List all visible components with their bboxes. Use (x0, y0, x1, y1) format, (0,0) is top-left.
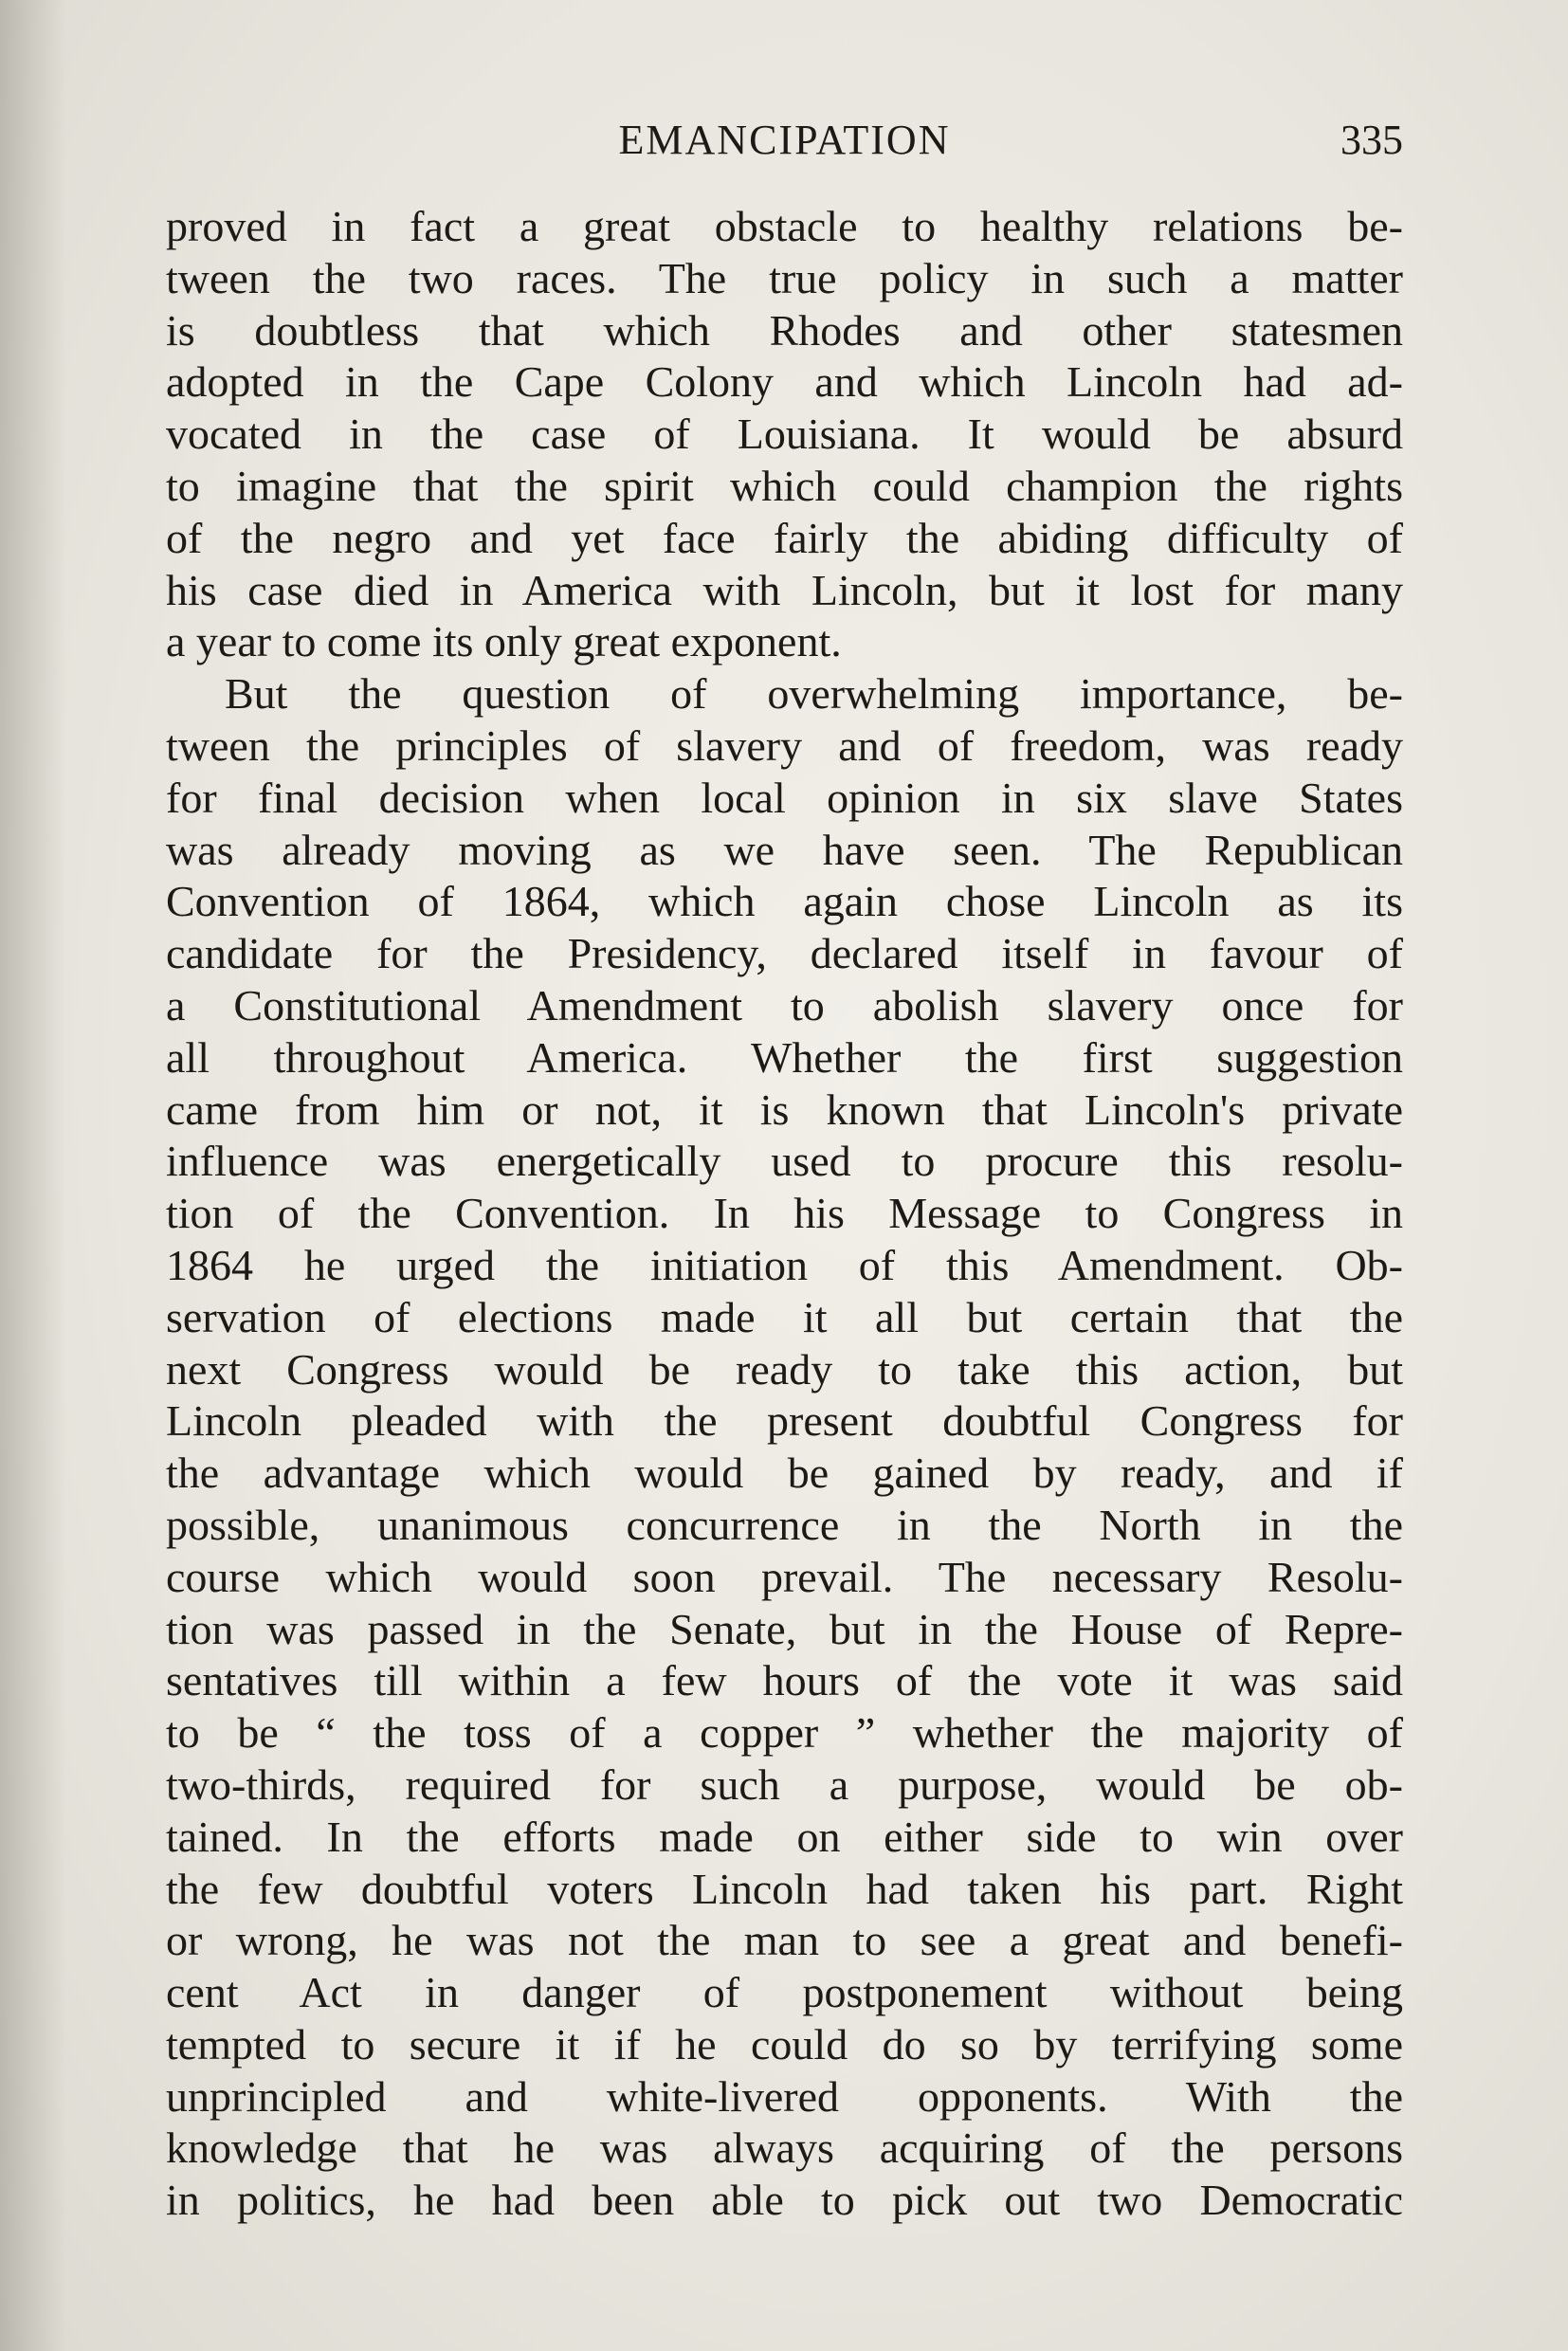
text-line: tween the principles of slavery and of freedom, was ready (166, 720, 1403, 770)
text-line: next Congress would be ready to take this action, but (166, 1344, 1403, 1394)
text-line: all throughout America. Whether the first suggestion (166, 1032, 1403, 1082)
text-line: sentatives till within a few hours of the vote it was said (166, 1656, 1403, 1705)
text-line: came from him or not, it is known that Lincoln's private (166, 1084, 1403, 1134)
running-title: EMANCIPATION (618, 117, 951, 163)
text-line: Convention of 1864, which again chose Lincoln as its (166, 877, 1403, 926)
running-head (166, 112, 1403, 169)
text-line: 1864 he urged the initiation of this Amendment. Ob- (166, 1240, 1403, 1289)
text-line: in politics, he had been able to pick out two Democratic (166, 2176, 1403, 2225)
text-line: possible, unanimous concurrence in the North in the (166, 1500, 1403, 1549)
text-line: cent Act in danger of postponement without being (166, 1968, 1403, 2017)
text-line: of the negro and yet face fairly the abiding difficulty of (166, 513, 1403, 562)
text-line: knowledge that he was always acquiring of the persons (166, 2123, 1403, 2173)
text-line: two-thirds, required for such a purpose, would be ob- (166, 1759, 1403, 1809)
body-text (166, 201, 1403, 2227)
text-line: proved in fact a great obstacle to healthy relations be- (166, 202, 1403, 250)
text-line: unprincipled and white-livered opponents. With the (166, 2071, 1403, 2121)
text-line: tion was passed in the Senate, but in the House of Repre- (166, 1604, 1403, 1653)
text-line: tion of the Convention. In his Message to Congress in (166, 1189, 1403, 1238)
text-line: tained. In the efforts made on either side to win over (166, 1812, 1403, 1861)
text-line: to imagine that the spirit which could champion the rights (166, 461, 1403, 510)
text-line: adopted in the Cape Colony and which Lincoln had ad- (166, 357, 1403, 407)
text-line: was already moving as we have seen. The Republican (166, 825, 1403, 874)
page-number: 335 (1340, 117, 1403, 163)
text-line: the advantage which would be gained by ready, and if (166, 1449, 1403, 1498)
text-line: a Constitutional Amendment to abolish slavery once for (166, 980, 1403, 1030)
text-line: vocated in the case of Louisiana. It would be absurd (166, 410, 1403, 459)
text-line: the few doubtful voters Lincoln had taken his part. Right (166, 1864, 1403, 1913)
text-line: his case died in America with Lincoln, but it lost for many (166, 565, 1403, 614)
text-line: course which would soon prevail. The necessary Resolu- (166, 1552, 1403, 1601)
text-line: influence was energetically used to procure this resolu- (166, 1137, 1403, 1186)
text-line: servation of elections made it all but certain that the (166, 1292, 1403, 1341)
text-line: Lincoln pleaded with the present doubtful Congress for (166, 1396, 1403, 1446)
text-line: tween the two races. The true policy in such a matter (166, 253, 1403, 302)
paragraph-last-line: a year to come its only great exponent. (166, 617, 842, 666)
gutter-shadow (0, 0, 66, 2351)
text-line: for final decision when local opinion in six slave States (166, 773, 1403, 822)
text-line: to be “ the toss of a copper ” whether the majority of (166, 1708, 1403, 1758)
text-line: or wrong, he was not the man to see a great and benefi- (166, 1916, 1403, 1965)
text-line: tempted to secure it if he could do so by terrifying some (166, 2019, 1403, 2069)
paragraph-first-line: But the question of overwhelming importance, be- (225, 669, 1403, 719)
text-line: candidate for the Presidency, declared itself in favour of (166, 929, 1403, 978)
text-line: is doubtless that which Rhodes and other statesmen (166, 305, 1403, 355)
